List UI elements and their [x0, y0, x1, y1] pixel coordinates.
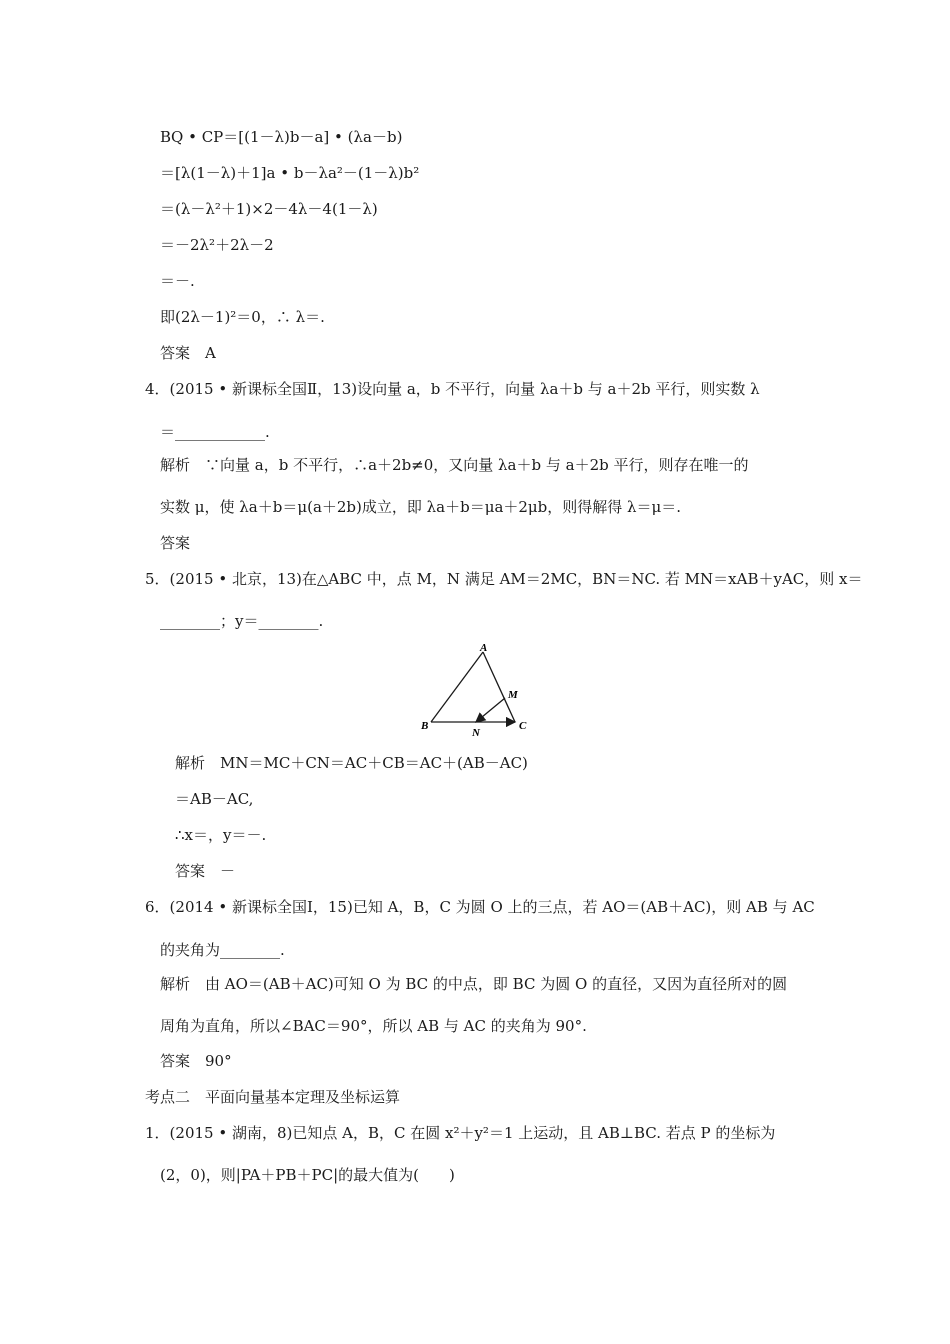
problem-4-line: 4．(2015 • 新课标全国Ⅱ，13)设向量 a，b 不平行，向量 λa＋b 与 a＋2b 平行，则实数 λ	[145, 380, 760, 398]
text-line: 实数 μ，使 λa＋b＝μ(a＋2b)成立，即 λa＋b＝μa＋2μb，则得解得 λ＝μ＝.	[160, 498, 682, 516]
text-line: 即(2λ－1)²＝0，∴ λ＝.	[160, 308, 325, 326]
text-line: ＝____________.	[160, 423, 270, 441]
label-n: N	[472, 727, 480, 739]
text-line: ________；y＝________.	[160, 612, 324, 630]
label-a: A	[480, 642, 488, 654]
side-ba	[431, 652, 483, 722]
text-line: 周角为直角，所以∠BAC＝90°，所以 AB 与 AC 的夹角为 90°.	[160, 1017, 587, 1035]
label-c: C	[519, 720, 527, 732]
answer-line: 答案 －	[175, 862, 236, 880]
problem-6-line: 6．(2014 • 新课标全国Ⅰ，15)已知 A，B，C 为圆 O 上的三点，若 AO＝(AB＋AC)，则 AB 与 AC	[145, 898, 815, 916]
text-line: ＝[λ(1－λ)＋1]a • b－λa²－(1－λ)b²	[160, 164, 420, 182]
answer-line: 答案 90°	[160, 1052, 232, 1070]
analysis-line: 解析 ∵向量 a，b 不平行，∴a＋2b≠0，又向量 λa＋b 与 a＋2b 平行，则存在唯一的	[160, 456, 749, 474]
label-m: M	[508, 689, 518, 701]
answer-line: 答案 A	[160, 344, 216, 362]
triangle-figure	[418, 640, 533, 740]
text-line: 的夹角为________.	[160, 941, 285, 959]
text-line: ＝(λ－λ²＋1)×2－4λ－4(1－λ)	[160, 200, 378, 218]
label-b: B	[421, 720, 429, 732]
text-line: BQ • CP＝[(1－λ)b－a] • (λa－b)	[160, 128, 403, 146]
analysis-line: 解析 MN＝MC＋CN＝AC＋CB＝AC＋(AB－AC)	[175, 754, 528, 772]
text-line: ＝－2λ²＋2λ－2	[160, 236, 274, 254]
text-line: ∴x＝，y＝－.	[175, 826, 267, 844]
section-heading: 考点二 平面向量基本定理及坐标运算	[145, 1088, 401, 1106]
answer-line: 答案	[160, 534, 191, 552]
text-line: ＝AB－AC,	[175, 790, 254, 808]
text-line: (2，0)，则|PA＋PB＋PC|的最大值为( )	[160, 1166, 455, 1184]
problem-1-line: 1．(2015 • 湖南，8)已知点 A，B，C 在圆 x²＋y²＝1 上运动，且 AB⊥BC. 若点 P 的坐标为	[145, 1124, 776, 1142]
text-line: ＝－.	[160, 272, 195, 290]
vector-mn	[476, 698, 505, 722]
analysis-line: 解析 由 AO＝(AB＋AC)可知 O 为 BC 的中点，即 BC 为圆 O 的直径，又因为直径所对的圆	[160, 975, 788, 993]
problem-5-line: 5．(2015 • 北京，13)在△ABC 中，点 M，N 满足 AM＝2MC，BN＝NC. 若 MN＝xAB＋yAC，则 x＝	[145, 570, 863, 588]
